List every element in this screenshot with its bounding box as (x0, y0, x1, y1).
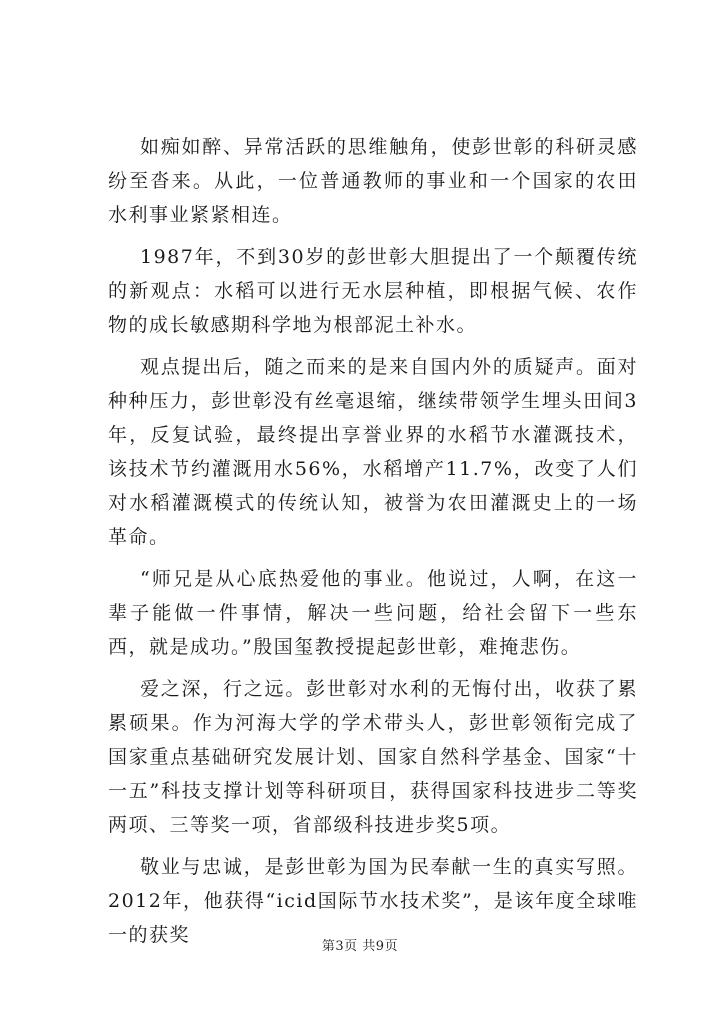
paragraph: 观点提出后，随之而来的是来自国内外的质疑声。面对种种压力，彭世彰没有丝毫退缩，继续带领学生埋头田间3年，反复试验，最终提出享誉业界的水稻节水灌溉技术，该技术节约灌溉用水56%，水稻增产11.7%，改变了人们对水稻灌溉模式的传统认知，被誉为农田灌溉史上的一场革命。 (108, 356, 638, 548)
page-number-footer: 第3页 共9页 (321, 939, 399, 954)
paragraph: 1987年，不到30岁的彭世彰大胆提出了一个颠覆传统的新观点：水稻可以进行无水层种植，即根据气候、农作物的成长敏感期科学地为根部泥土补水。 (108, 246, 638, 336)
paragraph: “师兄是从心底热爱他的事业。他说过，人啊，在这一辈子能做一件事情，解决一些问题，给社会留下一些东西，就是成功。”殷国玺教授提起彭世彰，难掩悲伤。 (108, 568, 638, 658)
paragraph: 如痴如醉、异常活跃的思维触角，使彭世彰的科研灵感纷至沓来。从此，一位普通教师的事业和一个国家的农田水利事业紧紧相连。 (108, 136, 638, 226)
document-body (108, 130, 638, 960)
paragraph: 爱之深，行之远。彭世彰对水利的无悔付出，收获了累累硕果。作为河海大学的学术带头人，彭世彰领衔完成了国家重点基础研究发展计划、国家自然科学基金、国家“十一五”科技支撑计划等科研项目，获得国家科技进步二等奖两项、三等奖一项，省部级科技进步奖5项。 (108, 678, 638, 836)
paragraph: 敬业与忠诚，是彭世彰为国为民奉献一生的真实写照。2012年，他获得“icid国际节水技术奖”，是该年度全球唯一的获奖 (108, 856, 638, 946)
